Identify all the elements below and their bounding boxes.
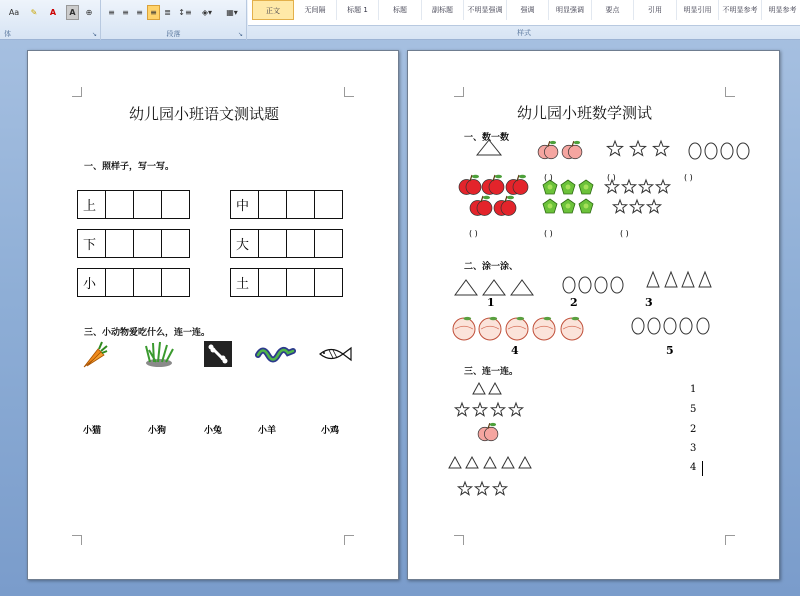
- count-number: 2: [570, 296, 578, 309]
- chinese-test-page[interactable]: [27, 50, 399, 580]
- connect-number: 1: [690, 384, 697, 395]
- oval-icon: [632, 318, 644, 334]
- triangle-icon: [647, 272, 659, 287]
- section-heading: 一、数一数: [464, 133, 510, 143]
- triangle-icon: [519, 457, 531, 468]
- star-icon: [475, 482, 488, 495]
- oval-icon: [737, 143, 749, 159]
- triangle-icon: [665, 272, 677, 287]
- section-heading: 一、照样子，写一写。: [84, 162, 175, 172]
- crop-mark: [344, 535, 354, 545]
- char-shading-icon[interactable]: A: [66, 5, 79, 20]
- char-cell: 土: [230, 268, 259, 297]
- paragraph-dialog-launcher-icon[interactable]: ↘: [237, 31, 243, 38]
- star-icon: [647, 200, 660, 213]
- change-case-button[interactable]: Aa: [8, 8, 20, 17]
- oval-icon: [611, 277, 623, 293]
- oval-icon: [689, 143, 701, 159]
- char-cell: 下: [77, 229, 106, 258]
- peach-leaf: [571, 317, 579, 320]
- peach-icon: [561, 318, 583, 340]
- ribbon: [0, 0, 800, 40]
- blank-cell[interactable]: [161, 268, 190, 297]
- math-test-page[interactable]: [407, 50, 780, 580]
- font-group: [0, 0, 101, 40]
- style-tile[interactable]: 明显引用: [677, 0, 719, 20]
- triangle-icon: [484, 457, 496, 468]
- style-tile[interactable]: 副标题: [422, 0, 464, 20]
- page-title: 幼儿园小班语文测试题: [129, 105, 280, 123]
- triangle-icon: [455, 280, 477, 295]
- star-icon: [630, 200, 643, 213]
- oval-icon: [680, 318, 692, 334]
- writing-row: [230, 268, 343, 297]
- triangle-icon: [682, 272, 694, 287]
- blank-cell[interactable]: [133, 229, 162, 258]
- blank-cell[interactable]: [105, 268, 134, 297]
- apple-icon: [484, 427, 498, 441]
- style-tile[interactable]: 标题 1: [337, 0, 379, 20]
- distributed-icon[interactable]: ≣: [164, 8, 171, 17]
- star-icon: [622, 180, 635, 193]
- enclose-char-icon[interactable]: ⊕: [85, 8, 93, 17]
- apple-icon: [513, 180, 528, 195]
- blank-cell[interactable]: [258, 190, 287, 219]
- apple-leaf: [550, 141, 556, 144]
- blank-cell[interactable]: [133, 268, 162, 297]
- star-icon: [455, 403, 468, 416]
- answer-blank[interactable]: ( ): [544, 173, 553, 182]
- star-icon: [653, 141, 668, 156]
- count-number: 4: [511, 344, 519, 357]
- math-figures: [408, 51, 781, 581]
- style-tile[interactable]: 要点: [592, 0, 634, 20]
- style-tile[interactable]: 无间隔: [295, 0, 337, 20]
- count-number: 1: [487, 296, 495, 309]
- font-group-label: 体: [4, 30, 11, 38]
- style-tile[interactable]: 引用: [635, 0, 677, 20]
- animal-label: 小羊: [258, 426, 277, 436]
- animal-label: 小猫: [83, 426, 102, 436]
- page-title: 幼儿园小班数学测试: [517, 104, 653, 122]
- animal-label: 小兔: [204, 426, 223, 436]
- blank-cell[interactable]: [314, 229, 343, 258]
- oval-icon: [664, 318, 676, 334]
- writing-row: [230, 229, 343, 258]
- styles-group-label: 样式: [517, 29, 531, 37]
- font-dialog-launcher-icon[interactable]: ↘: [91, 31, 97, 38]
- triangle-icon: [699, 272, 711, 287]
- oval-icon: [705, 143, 717, 159]
- paragraph-group-label: 段落: [166, 30, 181, 38]
- blank-cell[interactable]: [161, 190, 190, 219]
- peach-leaf: [489, 317, 497, 320]
- style-tile[interactable]: 明显强调: [550, 0, 592, 20]
- shading-icon[interactable]: ◈▾: [201, 8, 213, 17]
- blank-cell[interactable]: [105, 229, 134, 258]
- answer-blank[interactable]: ( ): [684, 173, 693, 182]
- triangle-icon: [473, 383, 485, 394]
- blank-cell[interactable]: [286, 190, 315, 219]
- green-apple-shine: [566, 204, 571, 209]
- paragraph-group: [101, 0, 247, 40]
- text-cursor: [702, 461, 703, 476]
- count-number: 3: [645, 296, 653, 309]
- connect-number: 5: [690, 404, 697, 415]
- star-icon: [493, 482, 506, 495]
- triangle-icon: [483, 280, 505, 295]
- align-center-icon[interactable]: ≡: [122, 8, 129, 17]
- apple-leaf: [519, 175, 526, 179]
- style-tile[interactable]: 强调: [507, 0, 549, 20]
- peach-icon: [533, 318, 555, 340]
- writing-row: [77, 268, 190, 297]
- crop-mark: [72, 535, 82, 545]
- oval-icon: [721, 143, 733, 159]
- writing-row: [77, 229, 190, 258]
- writing-row: [77, 190, 190, 219]
- align-right-icon[interactable]: ≡: [136, 8, 143, 17]
- triangle-icon: [466, 457, 478, 468]
- writing-row: [230, 190, 343, 219]
- style-tile[interactable]: 明显参考: [762, 0, 800, 20]
- triangle-icon: [511, 280, 533, 295]
- star-icon: [639, 180, 652, 193]
- apple-icon: [489, 180, 504, 195]
- count-number: 5: [666, 344, 674, 357]
- apple-leaf: [472, 175, 479, 179]
- oval-icon: [595, 277, 607, 293]
- connect-number: 2: [690, 424, 697, 435]
- star-icon: [630, 141, 645, 156]
- green-apple-shine: [548, 204, 553, 209]
- peach-icon: [453, 318, 475, 340]
- highlight-icon[interactable]: ✎: [30, 8, 38, 17]
- apple-icon: [568, 145, 582, 159]
- peach-icon: [479, 318, 501, 340]
- green-apple-shine: [584, 185, 589, 190]
- section-heading: 二、涂一涂、: [464, 262, 519, 272]
- oval-icon: [563, 277, 575, 293]
- blank-cell[interactable]: [133, 190, 162, 219]
- char-cell: 中: [230, 190, 259, 219]
- apple-icon: [501, 201, 516, 216]
- star-icon: [509, 403, 522, 416]
- bone-icon[interactable]: [204, 341, 232, 367]
- triangle-icon: [502, 457, 514, 468]
- star-icon: [491, 403, 504, 416]
- apple-leaf: [483, 196, 490, 200]
- star-icon: [607, 141, 622, 156]
- apple-icon: [544, 145, 558, 159]
- crop-mark: [72, 87, 82, 97]
- section-heading: 三、小动物爱吃什么，连一连。: [84, 328, 211, 338]
- blank-cell[interactable]: [105, 190, 134, 219]
- answer-blank[interactable]: ( ): [607, 173, 616, 182]
- apple-icon: [477, 201, 492, 216]
- star-icon: [656, 180, 669, 193]
- apple-leaf: [574, 141, 580, 144]
- peach-leaf: [516, 317, 524, 320]
- blank-cell[interactable]: [286, 268, 315, 297]
- justify-icon[interactable]: ≡: [147, 5, 160, 20]
- carrot-icon[interactable]: [80, 341, 108, 369]
- blank-cell[interactable]: [258, 268, 287, 297]
- apple-icon: [466, 180, 481, 195]
- blank-cell[interactable]: [314, 190, 343, 219]
- star-icon: [473, 403, 486, 416]
- style-tile[interactable]: 不明显参考: [720, 0, 762, 20]
- peach-leaf: [463, 317, 471, 320]
- style-tile[interactable]: 正文: [252, 0, 294, 20]
- char-cell: 小: [77, 268, 106, 297]
- apple-leaf: [507, 196, 514, 200]
- line-spacing-icon[interactable]: ↕≡: [178, 8, 192, 17]
- blank-cell[interactable]: [286, 229, 315, 258]
- connect-number: 4: [690, 462, 697, 473]
- style-tile[interactable]: 不明显强调: [465, 0, 507, 20]
- section-heading: 三、连一连。: [464, 367, 519, 377]
- triangle-icon: [449, 457, 461, 468]
- oval-icon: [648, 318, 660, 334]
- align-left-icon[interactable]: ≡: [108, 8, 115, 17]
- answer-blank[interactable]: ( ): [620, 229, 629, 238]
- char-cell: 大: [230, 229, 259, 258]
- answer-blank[interactable]: ( ): [544, 229, 553, 238]
- worm-icon[interactable]: [255, 343, 295, 363]
- animal-label: 小狗: [148, 426, 167, 436]
- oval-icon: [579, 277, 591, 293]
- peach-icon: [506, 318, 528, 340]
- blank-cell[interactable]: [161, 229, 190, 258]
- crop-mark: [344, 87, 354, 97]
- style-tile[interactable]: 标题: [380, 0, 422, 20]
- answer-blank[interactable]: ( ): [469, 229, 478, 238]
- animal-label: 小鸡: [321, 426, 340, 436]
- triangle-icon: [489, 383, 501, 394]
- triangle-icon: [477, 140, 501, 155]
- blank-cell[interactable]: [314, 268, 343, 297]
- borders-icon[interactable]: ▦▾: [226, 8, 238, 17]
- green-apple-shine: [548, 185, 553, 190]
- green-apple-shine: [566, 185, 571, 190]
- font-color-button[interactable]: A: [49, 8, 57, 17]
- apple-leaf: [495, 175, 502, 179]
- connect-number: 3: [690, 443, 697, 454]
- styles-gallery: [248, 0, 800, 26]
- apple-leaf: [490, 423, 496, 426]
- star-icon: [613, 200, 626, 213]
- blank-cell[interactable]: [258, 229, 287, 258]
- grass-icon[interactable]: [142, 340, 176, 368]
- fish-icon[interactable]: [317, 345, 353, 363]
- star-icon: [458, 482, 471, 495]
- peach-leaf: [543, 317, 551, 320]
- green-apple-shine: [584, 204, 589, 209]
- char-cell: 上: [77, 190, 106, 219]
- oval-icon: [697, 318, 709, 334]
